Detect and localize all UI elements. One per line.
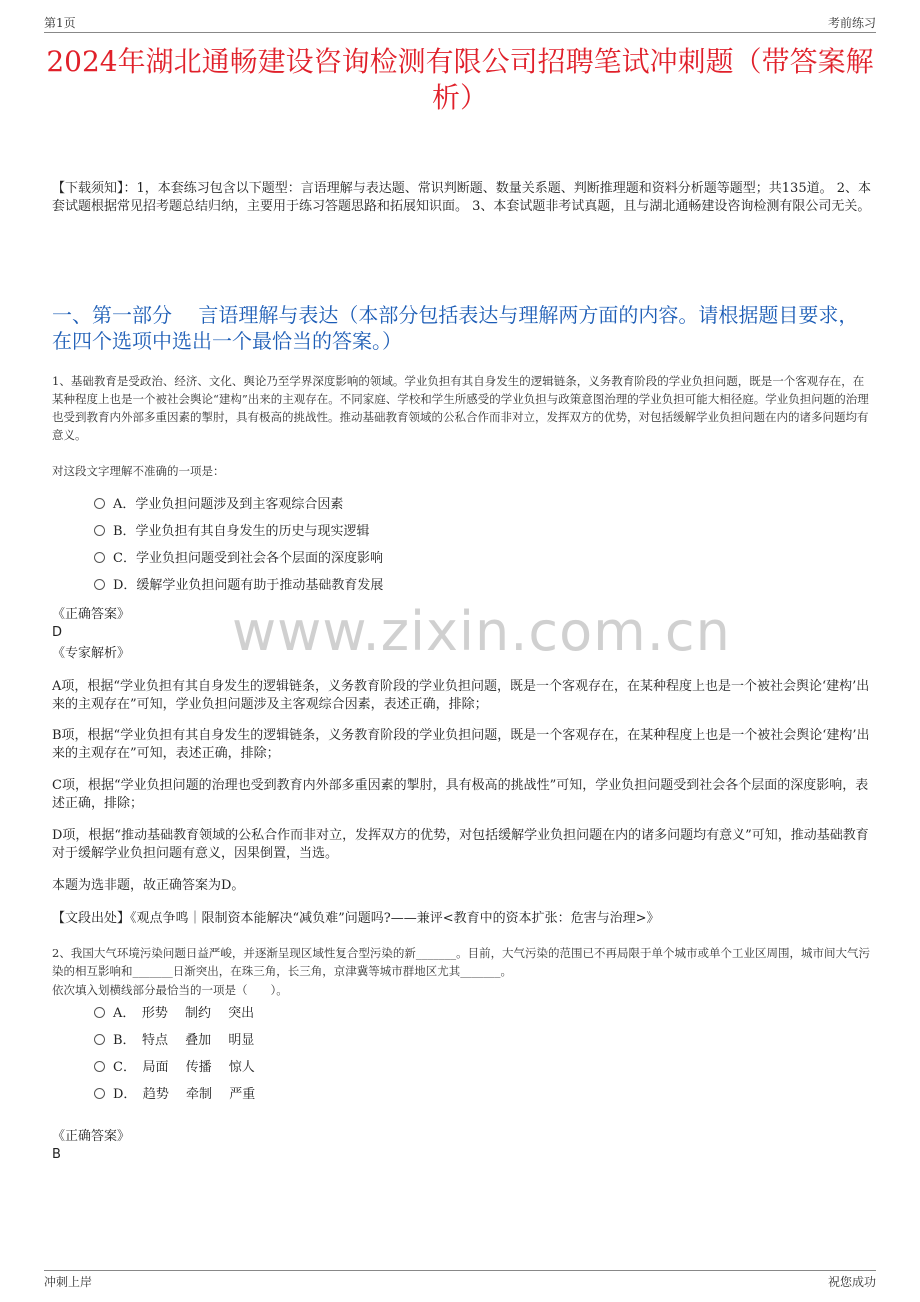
q1-analysis-label: 《专家解析》 — [52, 646, 131, 661]
page-footer — [44, 1270, 876, 1291]
q1-option-a[interactable]: A．学业负担问题涉及到主客观综合因素 — [94, 496, 343, 514]
q2-option-d[interactable]: D． 趋势 牵制 严重 — [94, 1086, 255, 1104]
q1-answer-label: 《正确答案》 — [52, 607, 131, 622]
page-number: 第1页 — [44, 16, 76, 30]
q2-option-b[interactable]: B． 特点 叠加 明显 — [94, 1032, 254, 1050]
q1-option-b[interactable]: B．学业负担有其自身发生的历史与现实逻辑 — [94, 523, 370, 541]
radio-icon[interactable] — [94, 552, 105, 563]
radio-icon[interactable] — [94, 1034, 105, 1045]
page-header — [44, 14, 876, 33]
q1-analysis-b: B项，根据“学业负担有其自身发生的逻辑链条，义务教育阶段的学业负担问题，既是一个客观存在，在某种程度上也是一个被社会舆论‘建构’出来的主观存在”可知，表述正确，排除； — [52, 728, 870, 761]
question-2-stem: 2、我国大气环境污染问题日益严峻，并逐渐呈现区域性复合型污染的新_______。目前，大气污染的范围已不再局限于单个城市或单个工业区周围，城市间大气污染的相互影响和_______日渐突出，在珠三角，长三角，京津冀等城市群地区尤其_______。 — [52, 946, 871, 978]
q1-conclusion: 本题为选非题，故正确答案为D。 — [52, 878, 245, 893]
header-right-label: 考前练习 — [827, 16, 876, 30]
download-notice: 【下载须知】：1，本套练习包含以下题型：言语理解与表达题、常识判断题、数量关系题、判断推理题和资料分析题等题型；共135道。 2、本套试题根据常见招考题总结归纳，主要用于练习答题思路和拓展知识面。 3、本套试题非考试真题，且与湖北通畅建设咨询检测有限公司无关。 — [52, 181, 871, 214]
question-1-prompt: 对这段文字理解不准确的一项是： — [52, 464, 225, 478]
radio-icon[interactable] — [94, 525, 105, 536]
radio-icon[interactable] — [94, 1007, 105, 1018]
q1-option-c[interactable]: C．学业负担问题受到社会各个层面的深度影响 — [94, 550, 383, 568]
document-title: 2024年湖北通畅建设咨询检测有限公司招聘笔试冲刺题（带答案解析） — [46, 45, 874, 114]
radio-icon[interactable] — [94, 498, 105, 509]
radio-icon[interactable] — [94, 579, 105, 590]
q2-option-c[interactable]: C． 局面 传播 惊人 — [94, 1059, 255, 1077]
radio-icon[interactable] — [94, 1088, 105, 1099]
radio-icon[interactable] — [94, 1061, 105, 1072]
footer-right-text: 祝您成功 — [827, 1275, 876, 1289]
watermark: www.zixin.com.cn — [232, 600, 731, 663]
q1-source: 【文段出处】《观点争鸣｜限制资本能解决“减负难”问题吗?——兼评<教育中的资本扩张：危害与治理>》 — [52, 911, 660, 926]
section-heading: 一、第一部分 言语理解与表达（本部分包括表达与理解两方面的内容。请根据题目要求，在四个选项中选出一个最恰当的答案。） — [52, 303, 859, 353]
q1-answer: D — [52, 625, 63, 640]
q2-answer-label: 《正确答案》 — [52, 1129, 131, 1144]
q1-option-d[interactable]: D．缓解学业负担问题有助于推动基础教育发展 — [94, 577, 383, 595]
q1-analysis-d: D项，根据“推动基础教育领域的公私合作而非对立，发挥双方的优势，对包括缓解学业负担问题在内的诸多问题均有意义”可知，推动基础教育对于缓解学业负担问题有意义，因果倒置，当选。 — [52, 828, 869, 861]
q1-analysis-c: C项，根据“学业负担问题的治理也受到教育内外部多重因素的掣肘，具有极高的挑战性”可知，学业负担问题受到社会各个层面的深度影响，表述正确，排除； — [52, 778, 869, 811]
q2-answer: B — [52, 1147, 61, 1162]
q2-option-a[interactable]: A． 形势 制约 突出 — [94, 1005, 254, 1023]
q1-analysis-a: A项，根据“学业负担有其自身发生的逻辑链条，义务教育阶段的学业负担问题，既是一个客观存在，在某种程度上也是一个被社会舆论‘建构’出来的主观存在”可知，学业负担问题涉及主客观综合因素，表述正确，排除； — [52, 679, 870, 712]
question-1-stem: 1、基础教育是受政治、经济、文化、舆论乃至学界深度影响的领域。学业负担有其自身发生的逻辑链条，义务教育阶段的学业负担问题，既是一个客观存在，在某种程度上也是一个被社会舆论“建构”出来的主观存在。不同家庭、学校和学生所感受的学业负担与政策意图治理的学业负担可能大相径庭。学业负担问题的治理也受到教育内外部多重因素的掣肘，具有极高的挑战性。推动基础教育领域的公私合作而非对立，发挥双方的优势，对包括缓解学业负担问题在内的诸多问题均有意义。 — [52, 374, 869, 442]
question-2-prompt: 依次填入划横线部分最恰当的一项是（ ）。 — [52, 983, 288, 997]
footer-left-text: 冲刺上岸 — [44, 1275, 93, 1289]
